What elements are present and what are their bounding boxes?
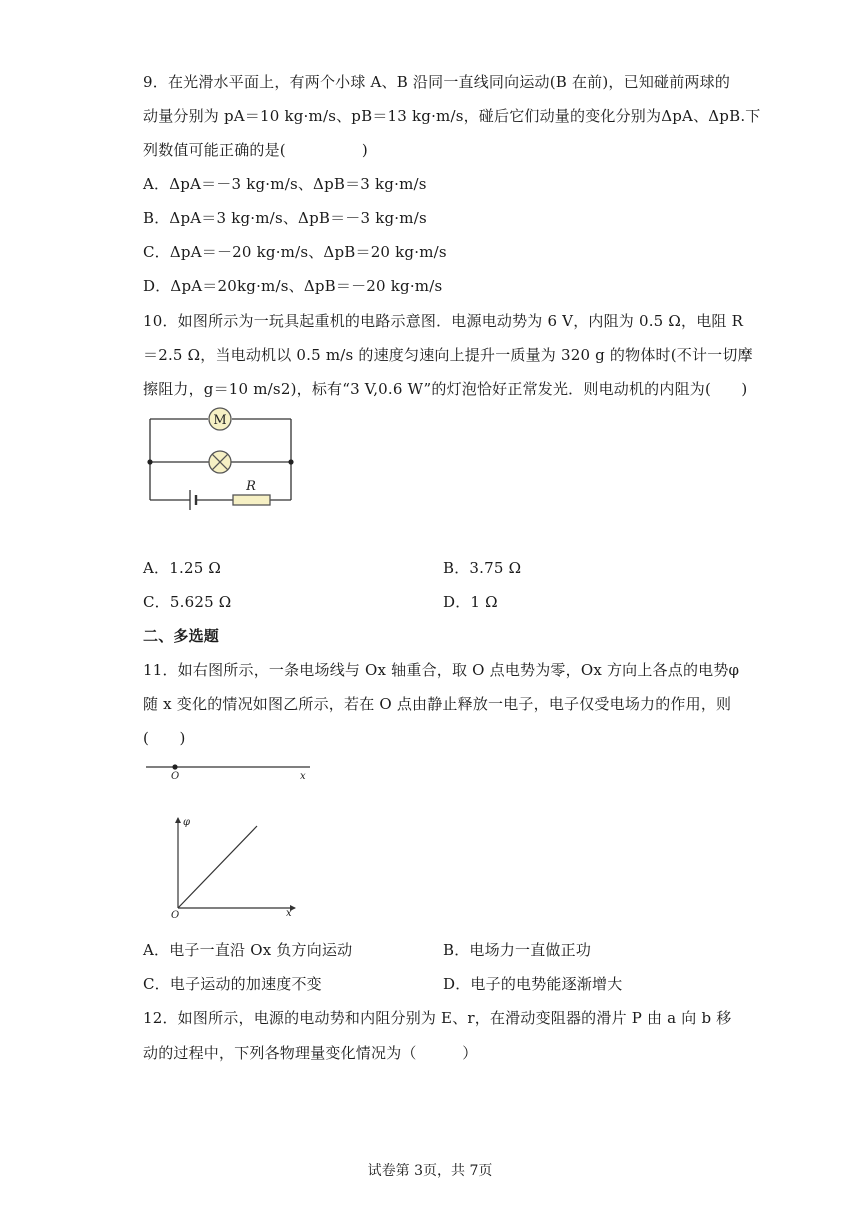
q10-option-c: C．5.625 Ω [143, 593, 232, 611]
q10-option-b: B．3.75 Ω [443, 559, 522, 577]
q10-circuit-diagram [140, 404, 305, 516]
q11-stem-line3: ( ) [143, 729, 186, 747]
q12-stem-line2: 动的过程中，下列各物理量变化情况为（ ） [143, 1044, 478, 1062]
q11-stem-line1: 11．如右图所示，一条电场线与 Ox 轴重合，取 O 点电势为零，Ox 方向上各点的电势φ [143, 661, 740, 679]
q10-stem-line1: 10．如图所示为一玩具起重机的电路示意图．电源电动势为 6 V，内阻为 0.5 Ω，电阻 R [143, 312, 744, 330]
q11-option-d: D．电子的电势能逐渐增大 [443, 975, 623, 993]
q11-option-c: C．电子运动的加速度不变 [143, 975, 322, 993]
q11-option-a: A．电子一直沿 Ox 负方向运动 [143, 941, 353, 959]
q12-stem-line1: 12．如图所示，电源的电动势和内阻分别为 E、r，在滑动变阻器的滑片 P 由 a 向 b 移 [143, 1009, 732, 1027]
graph-x-label: x [286, 908, 292, 919]
q9-stem-line3: 列数值可能正确的是( ) [143, 141, 368, 159]
section-title: 二、多选题 [143, 627, 220, 645]
battery-icon [190, 490, 196, 510]
junction-dot-left [147, 459, 152, 464]
q9-option-b: B．ΔpA＝3 kg·m/s、ΔpB＝－3 kg·m/s [143, 209, 427, 227]
q10-stem-line2: ＝2.5 Ω，当电动机以 0.5 m/s 的速度匀速向上提升一质量为 320 g 的物体时(不计一切摩 [143, 346, 753, 364]
page-footer: 试卷第 3页，共 7页 [367, 1163, 493, 1179]
y-axis-label: φ [183, 817, 191, 828]
junction-dot-right [288, 459, 293, 464]
origin-dot [172, 764, 177, 769]
resistor-icon [233, 495, 270, 505]
q11-stem-line2: 随 x 变化的情况如图乙所示，若在 O 点由静止释放一电子，电子仅受电场力的作用，则 [143, 695, 732, 713]
x-axis-label: x [300, 771, 306, 782]
graph-origin-label: O [171, 910, 180, 920]
origin-label: O [171, 771, 180, 782]
lamp-icon [209, 451, 231, 473]
q10-stem-line3: 擦阻力，g＝10 m/s2)，标有“3 V,0.6 W”的灯泡恰好正常发光．则电动机的内阻为( ) [143, 380, 748, 398]
resistor-label: R [246, 479, 256, 494]
potential-line [178, 826, 257, 908]
q9-stem-line1: 9．在光滑水平面上，有两个小球 A、B 沿同一直线同向运动(B 在前)，已知碰前两球的 [143, 73, 731, 91]
q11-potential-graph [165, 812, 305, 920]
q11-field-line-figure [140, 760, 315, 782]
motor-label: M [213, 413, 227, 428]
q9-stem-line2: 动量分别为 pA＝10 kg·m/s、pB＝13 kg·m/s，碰后它们动量的变化分别为ΔpA、ΔpB.下 [143, 107, 761, 125]
q10-option-a: A．1.25 Ω [143, 559, 222, 577]
q9-option-a: A．ΔpA＝－3 kg·m/s、ΔpB＝3 kg·m/s [143, 175, 427, 193]
q9-option-d: D．ΔpA＝20kg·m/s、ΔpB＝－20 kg·m/s [143, 277, 443, 295]
q9-option-c: C．ΔpA＝－20 kg·m/s、ΔpB＝20 kg·m/s [143, 243, 447, 261]
q11-option-b: B．电场力一直做正功 [443, 941, 592, 959]
q10-option-d: D．1 Ω [443, 593, 498, 611]
